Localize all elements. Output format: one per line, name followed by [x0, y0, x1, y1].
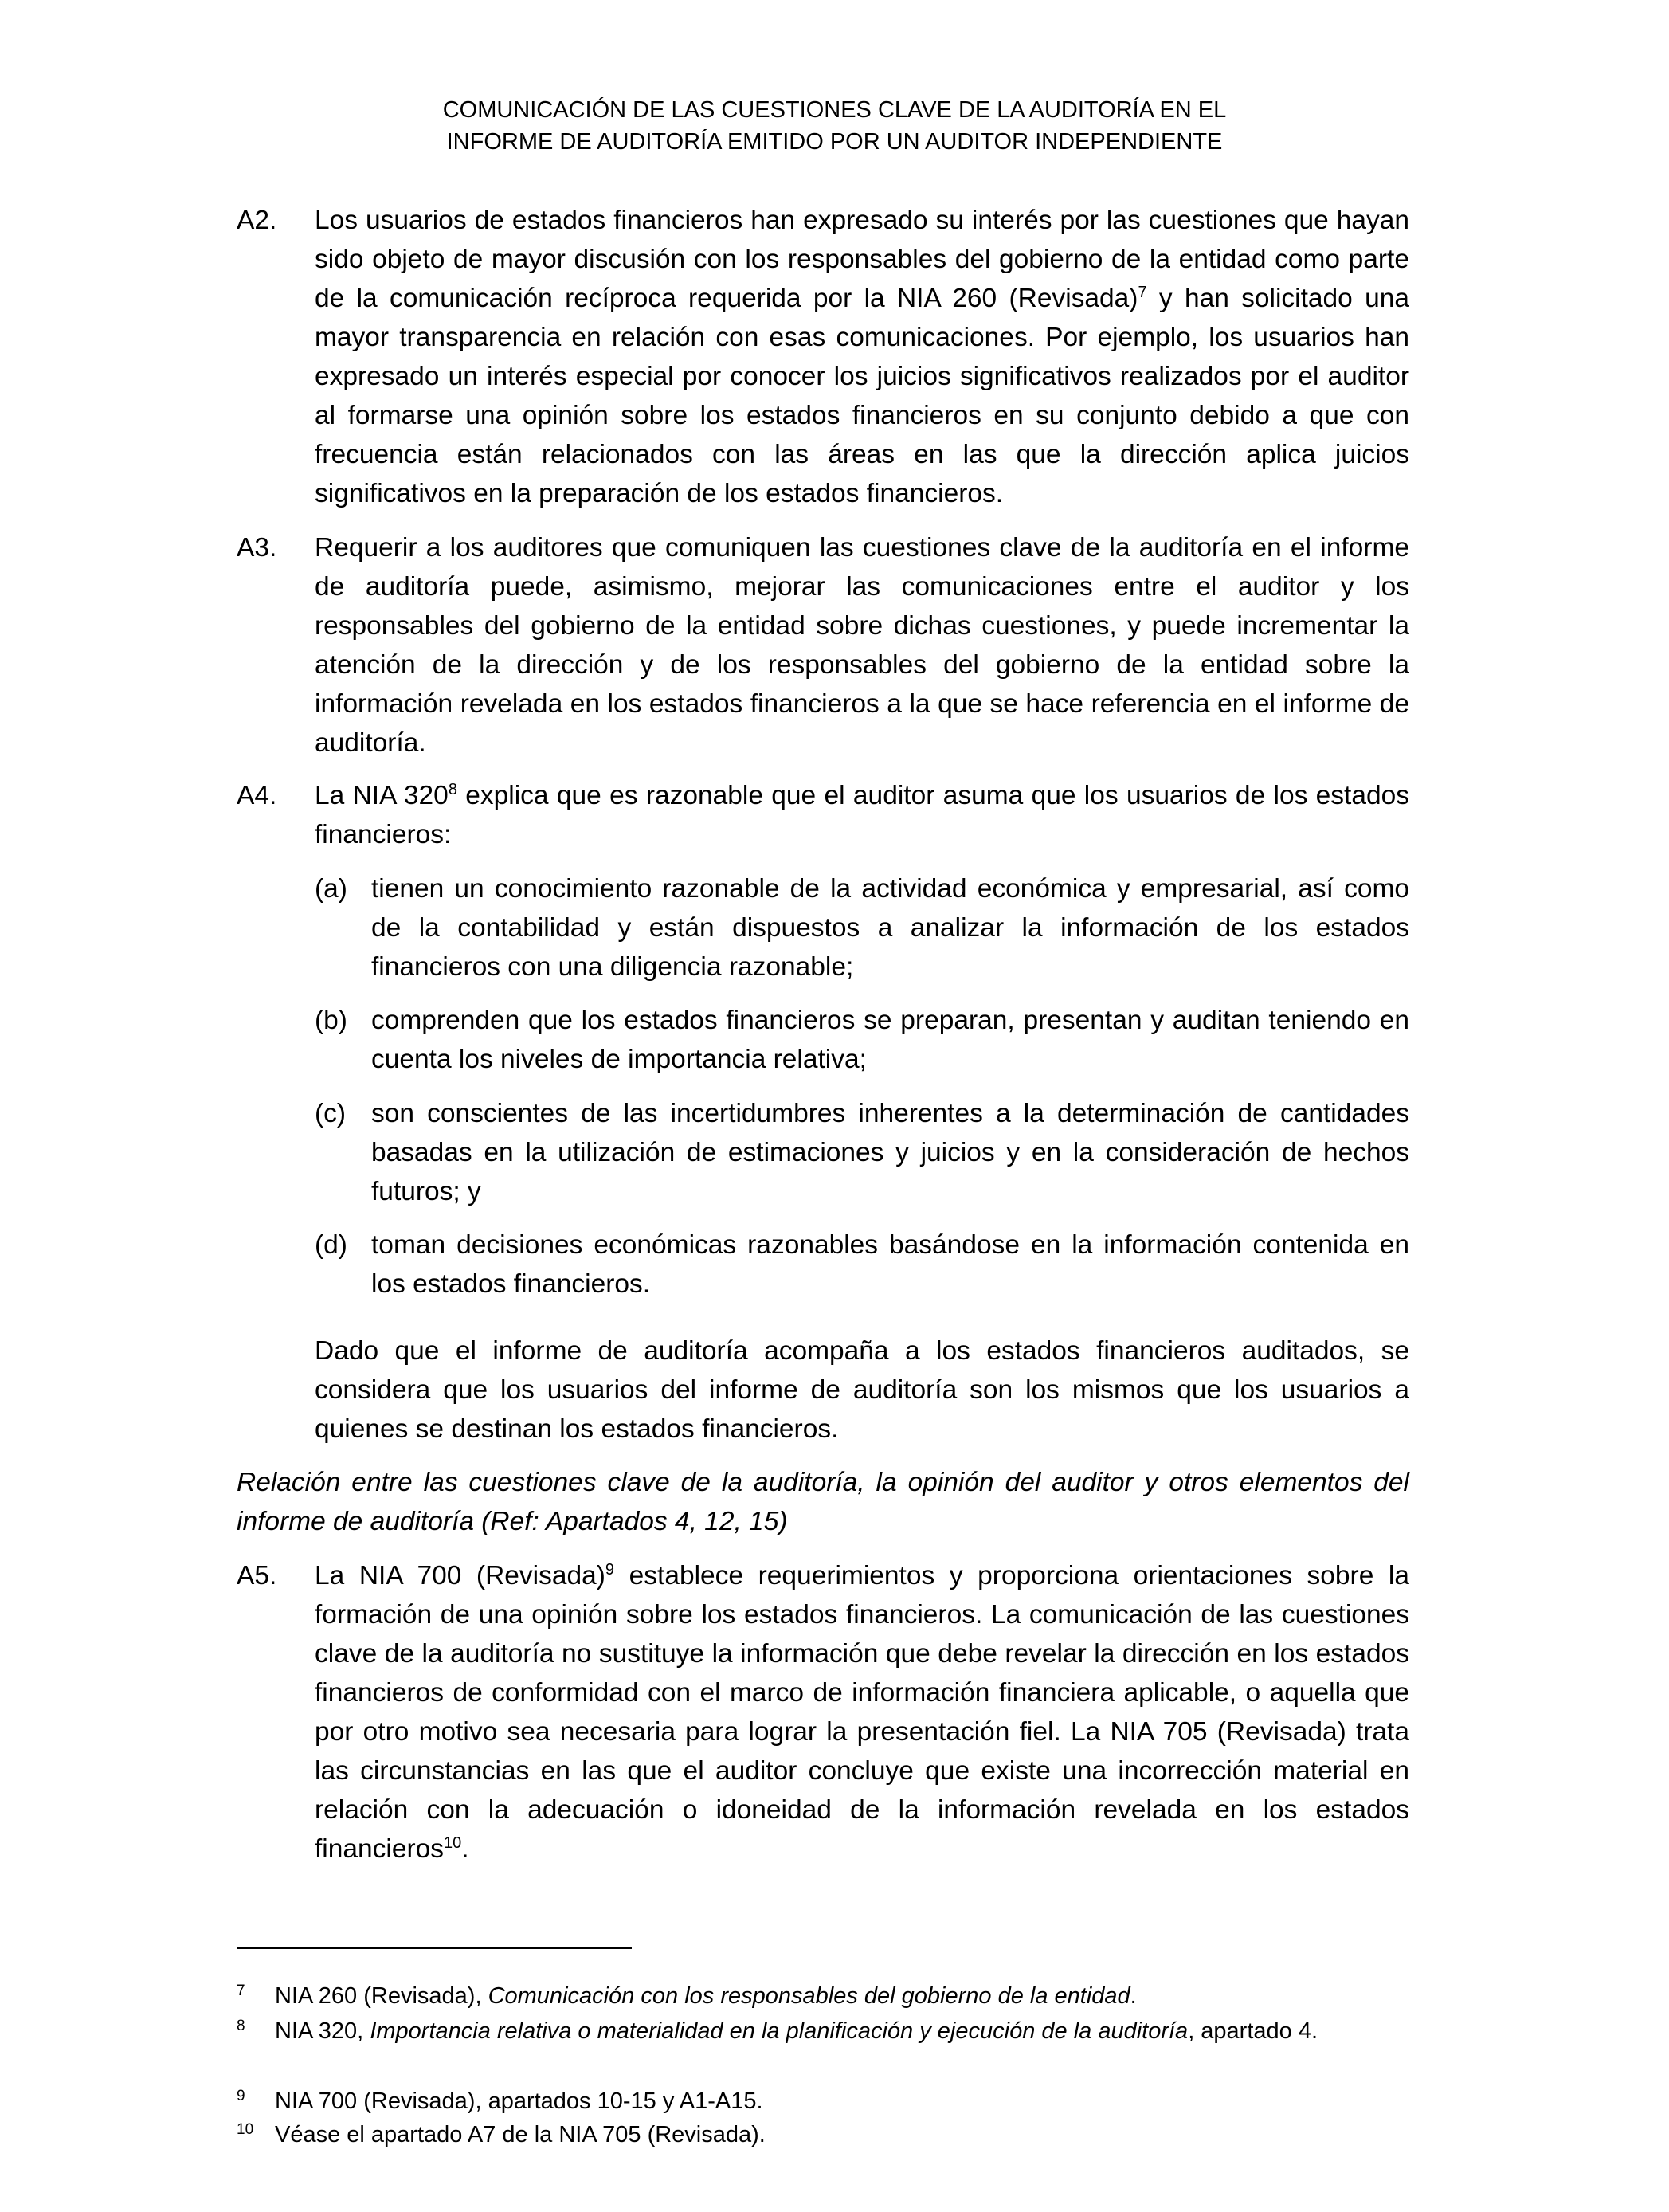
list-label: (c): [315, 1099, 347, 1128]
paragraph-a2: [237, 201, 1409, 513]
paragraph-text: Requerir a los auditores que comuniquen las cuestiones clave de la auditoría en el informe de auditoría puede, asimismo, mejorar las comunicaciones entre el auditor y los responsables del gobierno de la entidad sobre dichas cuestiones, y puede incrementar la atención de la dirección y de los responsables del gobierno de la entidad sobre la información revelada en los estados financieros a la que se hace referencia en el informe de auditoría.: [315, 533, 1409, 758]
paragraph-number: A3.: [237, 533, 277, 563]
list-item-b: [315, 1001, 1409, 1079]
paragraph-number: A5.: [237, 1561, 277, 1590]
paragraph-text: La NIA 700 (Revisada)$^9$ establece requerimientos y proporciona orientaciones sobre la formación de una opinión sobre los estados financieros. La comunicación de las cuestiones clave de la auditoría no sustituye la información que debe revelar la dirección en los estados financieros de conformidad con el marco de información financiera aplicable, o aquella que por otro motivo sea necesaria para lograr la presentación fiel. La NIA 705 (Revisada) trata las circunstancias en las que el auditor concluye que existe una incorrección material en relación con la adecuación o idoneidad de la información revelada en los estados financieros$^{10}$.: [315, 1560, 1410, 1864]
footnote-10: [237, 2120, 1409, 2150]
footnote-divider: [237, 1947, 632, 1949]
paragraph-a4-closing: Dado que el informe de auditoría acompaña a los estados financieros auditados, se considera que los usuarios del informe de auditoría son los mismos que los usuarios a quienes se destinan los estados financieros.: [315, 1336, 1409, 1444]
list-text: comprenden que los estados financieros se preparan, presentan y auditan teniendo en cuenta los niveles de importancia relativa;: [371, 1006, 1409, 1074]
page-header: [0, 94, 1669, 158]
footnote-text: Véase el apartado A7 de la NIA 705 (Revisada).: [275, 2122, 766, 2147]
footnote-ref: 10: [444, 1834, 462, 1852]
list-text: tienen un conocimiento razonable de la actividad económica y empresarial, así como de la contabilidad y están dispuestos a analizar la información de los estados financieros con una diligencia razonable;: [371, 874, 1409, 982]
header-line-2: INFORME DE AUDITORÍA EMITIDO POR UN AUDITOR INDEPENDIENTE: [446, 129, 1223, 155]
list-text: toman decisiones económicas razonables basándose en la información contenida en los estados financieros.: [371, 1230, 1409, 1299]
paragraph-a5: [237, 1556, 1409, 1869]
footnote-number: 10: [237, 2121, 254, 2138]
footnote-number: 7: [237, 1983, 245, 1999]
footnote-ref: 8: [448, 780, 457, 798]
list-item-a: [315, 869, 1409, 986]
list-item-d: [315, 1226, 1409, 1304]
list-label: (d): [315, 1230, 347, 1260]
paragraph-text: Los usuarios de estados financieros han expresado su interés por las cuestiones que hayan sido objeto de mayor discusión con los responsables del gobierno de la entidad como parte de la comunicación recíproca requerida por la NIA 260 (Revisada)$^7$ y han solicitado una mayor transparencia en relación con esas comunicaciones. Por ejemplo, los usuarios han expresado un interés especial por conocer los juicios significativos realizados por el auditor al formarse una opinión sobre los estados financieros en su conjunto debido a que con frecuencia están relacionados con las áreas en las que la dirección aplica juicios significativos en la preparación de los estados financieros.: [315, 206, 1409, 508]
footnote-9: [237, 2086, 1409, 2116]
paragraph-number: A2.: [237, 206, 277, 235]
footnote-text: NIA 320, Importancia relativa o materialidad en la planificación y ejecución de la auditoría, apartado 4.: [275, 2018, 1318, 2044]
footnote-7: [237, 1981, 1409, 2011]
footnote-ref: 7: [1138, 283, 1147, 301]
paragraph-a4: [237, 776, 1409, 854]
footnote-number: 9: [237, 2088, 245, 2104]
paragraph-a3: [237, 528, 1409, 763]
paragraph-number: A4.: [237, 781, 277, 810]
header-line-1: COMUNICACIÓN DE LAS CUESTIONES CLAVE DE LA AUDITORÍA EN EL: [442, 97, 1227, 123]
list-label: (a): [315, 874, 347, 904]
list-label: (b): [315, 1006, 347, 1035]
list-item-c: [315, 1094, 1409, 1211]
footnote-8: [237, 2016, 1409, 2046]
paragraph-text: La NIA $320^8$ explica que es razonable que el auditor asuma que los usuarios de los estados financieros:: [315, 780, 1409, 849]
footnote-text: NIA 260 (Revisada), Comunicación con los responsables del gobierno de la entidad.: [275, 1983, 1137, 2009]
footnote-number: 8: [237, 2018, 245, 2034]
list-text: son conscientes de las incertidumbres inherentes a la determinación de cantidades basadas en la utilización de estimaciones y juicios y en la consideración de hechos futuros; y: [371, 1099, 1409, 1206]
section-heading: Relación entre las cuestiones clave de la auditoría, la opinión del auditor y otros elementos del informe de auditoría (Ref: Apartados 4, 12, 15): [237, 1468, 1409, 1536]
footnote-ref: 9: [605, 1560, 615, 1579]
footnote-text: NIA 700 (Revisada), apartados 10-15 y A1-A15.: [275, 2088, 763, 2114]
